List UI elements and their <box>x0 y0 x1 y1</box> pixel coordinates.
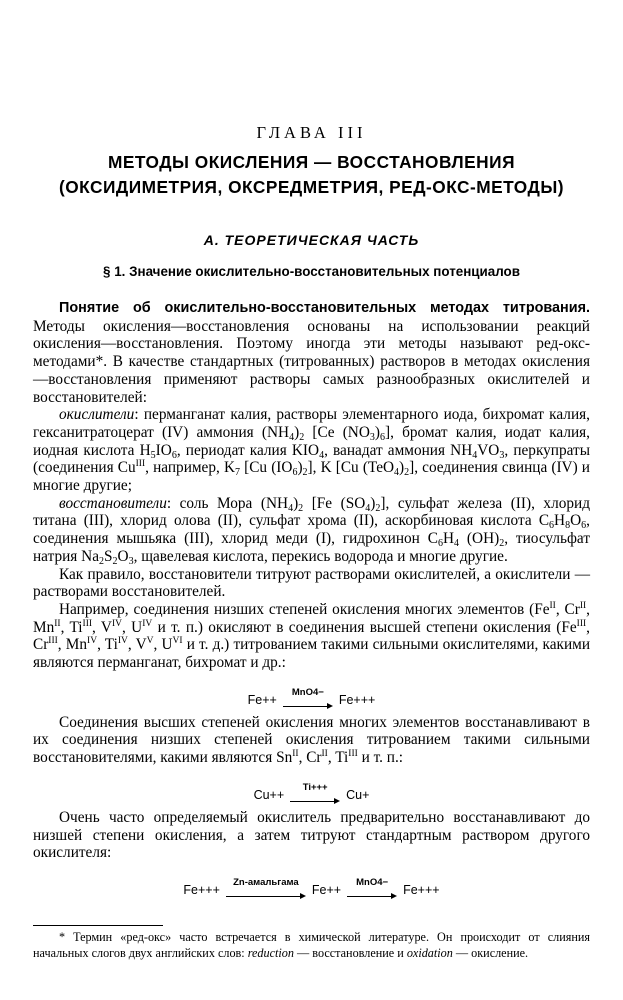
oxidizers-list: окислители: перманганат калия, растворы элементарного иода, бихромат калия, гексанитратоцерат (IV) аммония $(NH_4)_2$ [Ce $(NO_3)_6$], бромат калия, иодат калия, иодная кислота $H_5IO_6$, периодат калия $KIO_4$, ванадат аммония $NH_4VO_3$, перкупраты (соединения $Cu^{III}$, например, $K_7$ [Cu $(IO_6)_2$], K [Cu $(TeO_4)_2$], соединения свинца (IV) и многие другие; <box>33 406 590 495</box>
arrow-icon <box>283 702 333 710</box>
footnote-word-oxidation: oxidation <box>406 945 453 960</box>
high-text: Соединения высших степеней окисления многих элементов восстанавливают в их соединения низших степеней окисления титрованием такими сильными восстановителями, какими являются <box>33 713 590 767</box>
intro-text: Методы окисления—восстановления основаны на использовании реакций окисления—восстановления. Поэтому иногда эти методы называют ред-окс-методами*. В качестве стандартных (титрованных) растворов в методах окисления—восстановления применяют растворы самых разнообразных окислителей и восстановителей: <box>33 317 590 406</box>
footnote <box>33 930 590 961</box>
chapter-label: ГЛАВА III <box>256 123 367 142</box>
eq2-right: Cu+ <box>346 788 370 803</box>
footnote-word-reduction: reduction <box>247 945 294 960</box>
chapter-title-line2: (ОКСИДИМЕТРИЯ, ОКСРЕДМЕТРИЯ, РЕД-ОКС-МЕТОДЫ) <box>58 177 564 197</box>
part-title: А. ТЕОРЕТИЧЕСКАЯ ЧАСТЬ <box>203 232 420 248</box>
page-body <box>33 299 590 904</box>
reducers-list: восстановители: соль Мора $(NH_4)_2$ [Fe $(SO_4)_2$], сульфат железа (II), хлорид титана (III), хлорид олова (II), сульфат хрома (II), аскорбиновая кислота $C_6H_8O_6$, соединения мышьяка (III), хлорид меди (I), гидрохинон $C_6H_4$ $(OH)_2$, тиосульфат натрия $Na_2S_2O_3$, щавелевая кислота, перекись водорода и многие другие. <box>33 494 591 567</box>
equation-3 <box>33 864 590 900</box>
eq3-over1: Zn-амальгама <box>233 877 299 889</box>
footnote-text-a: * Термин «ред-окс» часто встречается в химической литературе. Он происходит от слияния начальных слогов двух английских слов: <box>33 930 590 960</box>
equation-1 <box>33 674 590 710</box>
lead-heading: Понятие об окислительно-восстановительных методах титрования. <box>59 300 590 316</box>
arrow-icon <box>226 892 306 900</box>
eq3-mid: Fe++ <box>311 883 342 898</box>
paragraph-high: Соединения высших степеней окисления многих элементов восстанавливают в их соединения низших степеней окисления титрованием такими сильными восстановителями, какими являются $Sn^{II}$, $Cr^{II}$, $Ti^{III}$ и т. п.: <box>33 713 590 767</box>
eq1-left: Fe++ <box>247 693 277 708</box>
footnote-text-b: — восстановление и <box>297 945 404 960</box>
paragraph-example: Например, соединения низших степеней окисления многих элементов ($Fe^{II}$, $Cr^{II}$, $Mn^{II}$, $Ti^{III}$, $V^{IV}$, $U^{IV}$ и т. п.) окисляют в соединения высшей степени окисления ($Fe^{III}$, $Cr^{III}$, $Mn^{IV}$, $Ti^{IV}$, $V^V$, $U^{VI}$ и т. д.) титрованием такими сильными окислителями, какими являются перманганат, бихромат и др.: <box>33 600 590 672</box>
footnote-divider <box>33 925 163 926</box>
eq1-right: Fe+++ <box>338 693 376 708</box>
paragraph-intro <box>33 299 590 406</box>
equation-2 <box>33 769 590 805</box>
oxidizers-label: окислители <box>59 406 135 424</box>
example-end: титрованием такими сильными окислителями, какими являются перманганат, бихромат и др.: <box>33 636 590 672</box>
eq3-right: Fe+++ <box>403 883 440 898</box>
chapter-title <box>0 150 623 200</box>
eq2-left: Cu++ <box>253 788 285 803</box>
arrow-icon <box>347 892 397 900</box>
eq2-arrow <box>290 779 340 805</box>
arrow-icon <box>290 797 340 805</box>
reducers-label: восстановители <box>59 494 167 512</box>
paragraph-rule: Как правило, восстановители титруют растворами окислителей, а окислители — растворами восстановителей. <box>33 565 590 601</box>
eq1-arrow <box>283 684 333 710</box>
eq3-arrow-2 <box>347 874 397 900</box>
eq3-arrow-1 <box>226 874 306 900</box>
eq3-over2: MnO4− <box>356 877 389 889</box>
example-start: Например, соединения низших степеней окисления многих элементов <box>59 600 525 618</box>
eq1-over: MnO4− <box>291 687 324 699</box>
chapter-title-line1: МЕТОДЫ ОКИСЛЕНИЯ — ВОССТАНОВЛЕНИЯ <box>107 152 516 172</box>
eq3-left: Fe+++ <box>183 883 220 898</box>
eq2-over: Ti+++ <box>302 782 328 794</box>
section-title: § 1. Значение окислительно-восстановительных потенциалов <box>103 264 520 279</box>
paragraph-often: Очень часто определяемый окислитель предварительно восстанавливают до низшей степени окисления, а затем титруют стандартным раствором другого окислителя: <box>33 808 590 862</box>
footnote-text-c: — окисление. <box>455 945 529 960</box>
